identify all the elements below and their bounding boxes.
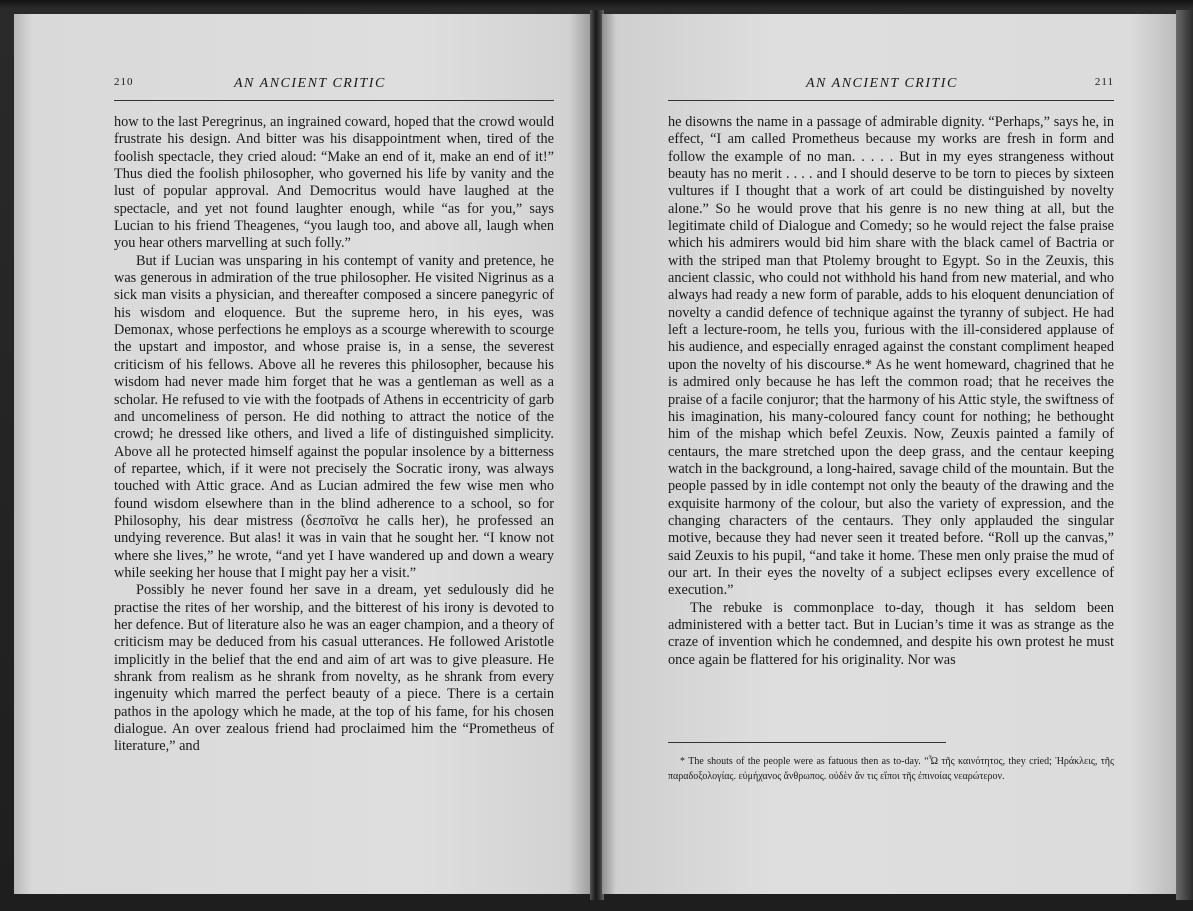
footnote-rule (668, 742, 946, 743)
left-head-rule (114, 100, 554, 101)
left-running-head (114, 76, 554, 96)
right-page (602, 14, 1176, 894)
footnote: * The shouts of the people were as fatuous then as to-day. “Ὦ τῆς καινότητος, they cried; Ἡράκλεις, τῆς παραδοξολογίας. εὐμήχανος ἄνθρωπος. οὐδὲν ἄν τις εἴποι τῆς ἐπινοίας νεαρώτερον. (668, 756, 1114, 782)
left-page (14, 14, 592, 894)
right-running-head (668, 76, 1114, 96)
right-head-rule (668, 100, 1114, 101)
left-body-text (114, 114, 554, 756)
page-edge (1176, 10, 1193, 900)
left-paragraph-2: But if Lucian was unsparing in his contempt of vanity and pretence, he was generous in admiration of the true philosopher. He visited Nigrinus as a sick man visits a physician, and thereafter composed a sincere panegyric of his wisdom and eloquence. But the supreme hero, in his eyes, was Demonax, whose perfections he employs as a scourge wherewith to scourge the upstart and impostor, and whose praise is, in a sense, the severest criticism of his fellows. Above all he reveres this philosopher, because his wisdom had never made him forget that he was a gentleman as well as a scholar. He refused to vie with the footpads of Athens in eccentricity of garb and uncomeliness of person. He did nothing to attract the notice of the crowd; he dressed like others, and lived a life of distinguished simplicity. Above all he protected himself against the popular insolence by a bitterness of repartee, which, if it were not precisely the Socratic irony, was always touched with Attic grace. And as Lucian admired the few wise men who found wisdom elsewhere than in the blind adherence to a school, so for Philosophy, his dear mistress (δεσποῖνα he calls her), he professed an undying reverence. But alas! it was in vain that he sought her. “I know not where she lives,” he wrote, “and yet I have wandered up and down a weary while seeking her house that I might pay her a visit.” (114, 252, 554, 581)
right-paragraph-1: he disowns the name in a passage of admirable dignity. “Perhaps,” says he, in effect, “I am called Prometheus because my works are fresh in form and follow the example of no man. . . . . But in my eyes strangeness without beauty has no merit . . . . and I should deserve to be torn to pieces by sixteen vultures if I thought that a work of art could be distinguished by novelty alone.” So he would prove that his genre is no new thing at all, but the legitimate child of Dialogue and Comedy; so he would reject the false praise which his admirers would bid him share with the black camel of Bactria or with the striped man that Ptolemy brought to Egypt. So in the Zeuxis, this ancient classic, who could not withhold his hand from new material, and who always had ready a new form of parable, adds to his eloquent denunciation of novelty a candid defence of technique against the tyranny of subject. He had left a lecture-room, he tells you, furious with the ill-considered applause of his audience, and especially enraged against the constant compliment heaped upon the novelty of his discourse.* As he went homeward, chagrined that he is admired only because he has left the common road; that he receives the praise of a facile conjuror; that the harmony of his Attic style, the swiftness of his imagination, his many-coloured fancy count for nothing; he bethought him of the mishap which befel Zeuxis. Now, Zeuxis painted a family of centaurs, the mare stretched upon the deep grass, and the centaur keeping watch in the background, a long-haired, savage child of the mountain. But the people passed by in idle contempt not only the beauty of the drawing and the exquisite harmony of the colour, but also the variety of expression, and the changing characters of the centaurs. They only applauded the singular motive, because they had never seen it treated before. “Roll up the canvas,” said Zeuxis to his pupil, “and take it home. These men only praise the mud of our art. In their eyes the novelty of a subject eclipses every excellence of execution.” (668, 114, 1114, 599)
right-running-title: AN ANCIENT CRITIC (806, 76, 958, 91)
left-paragraph-1: how to the last Peregrinus, an ingrained coward, hoped that the crowd would frustrate his design. And bitter was his disappointment when, tired of the foolish spectacle, they cried aloud: “Make an end of it, make an end of it!” Thus died the foolish philosopher, who governed his life by vanity and the lust of popular approval. And Democritus would have laughed at the spectacle, and yet not found laughter enough, while “as for you,” says Lucian to his friend Theagenes, “you laugh too, and above all, laugh when you hear others marvelling at such folly.” (114, 114, 554, 252)
right-paragraph-2: The rebuke is commonplace to-day, though it has seldom been administered with a better tact. But in Lucian’s time it was as strange as the craze of invention which he condemned, and despite his own protest he must once again be flattered for his originality. Nor was (668, 599, 1114, 668)
left-running-title: AN ANCIENT CRITIC (234, 76, 386, 91)
right-page-number: 211 (1094, 76, 1114, 88)
right-body-text (668, 114, 1114, 669)
left-page-number: 210 (114, 76, 134, 88)
left-paragraph-3: Possibly he never found her save in a dream, yet sedulously did he practise the rites of her worship, and the bitterest of his irony is devoted to her defence. But of literature also he was an eager champion, and a theory of criticism may be deduced from his casual utterances. He followed Aristotle implicitly in the belief that the end and aim of art was to give pleasure. He shrank from realism as he shrank from novelty, as he shrank from every ingenuity which marred the perfect beauty of a piece. There is a certain pathos in the apology which he made, at the top of his fame, for his chosen dialogue. An over zealous friend had proclaimed him the “Prometheus of literature,” and (114, 582, 554, 755)
